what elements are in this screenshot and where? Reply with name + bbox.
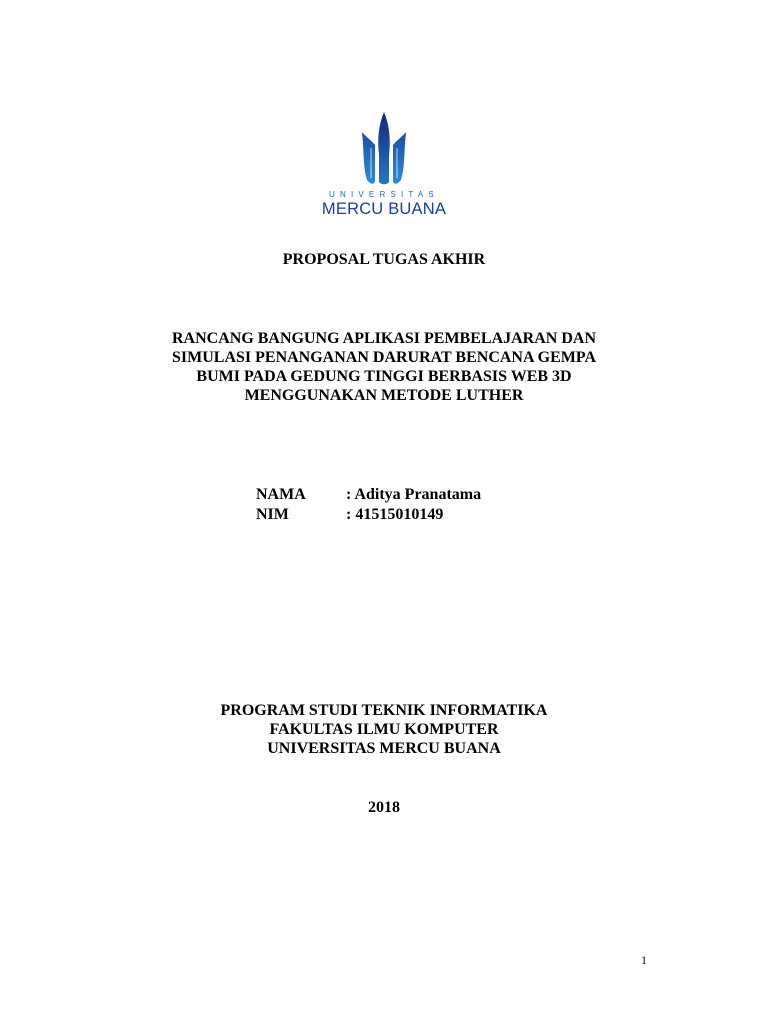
logo-university-word: UNIVERSITAS	[329, 190, 439, 199]
document-title	[0, 329, 768, 405]
title-line: MENGGUNAKAN METODE LUTHER	[244, 387, 524, 404]
page-number: 1	[641, 953, 647, 967]
student-info	[256, 485, 481, 525]
year: 2018	[368, 799, 400, 816]
name-row	[256, 485, 481, 505]
nim-label: NIM	[256, 506, 289, 523]
university: UNIVERSITAS MERCU BUANA	[267, 740, 501, 757]
nim-row	[256, 505, 481, 525]
institution-block	[0, 701, 768, 758]
name-label: NAMA	[256, 486, 306, 503]
title-line: BUMI PADA GEDUNG TINGGI BERBASIS WEB 3D	[196, 368, 572, 385]
title-line: SIMULASI PENANGANAN DARURAT BENCANA GEMPA	[171, 349, 597, 366]
name-value: : Aditya Pranatama	[346, 486, 482, 503]
nim-value: : 41515010149	[346, 506, 444, 523]
study-program: PROGRAM STUDI TEKNIK INFORMATIKA	[220, 702, 548, 719]
logo-university-name: MERCU BUANA	[321, 200, 447, 218]
faculty: FAKULTAS ILMU KOMPUTER	[269, 721, 499, 738]
document-type: PROPOSAL TUGAS AKHIR	[282, 251, 486, 268]
title-line: RANCANG BANGUNG APLIKASI PEMBELAJARAN DAN	[171, 330, 597, 347]
mercu-buana-flame-icon	[309, 110, 459, 190]
university-logo	[309, 110, 459, 220]
